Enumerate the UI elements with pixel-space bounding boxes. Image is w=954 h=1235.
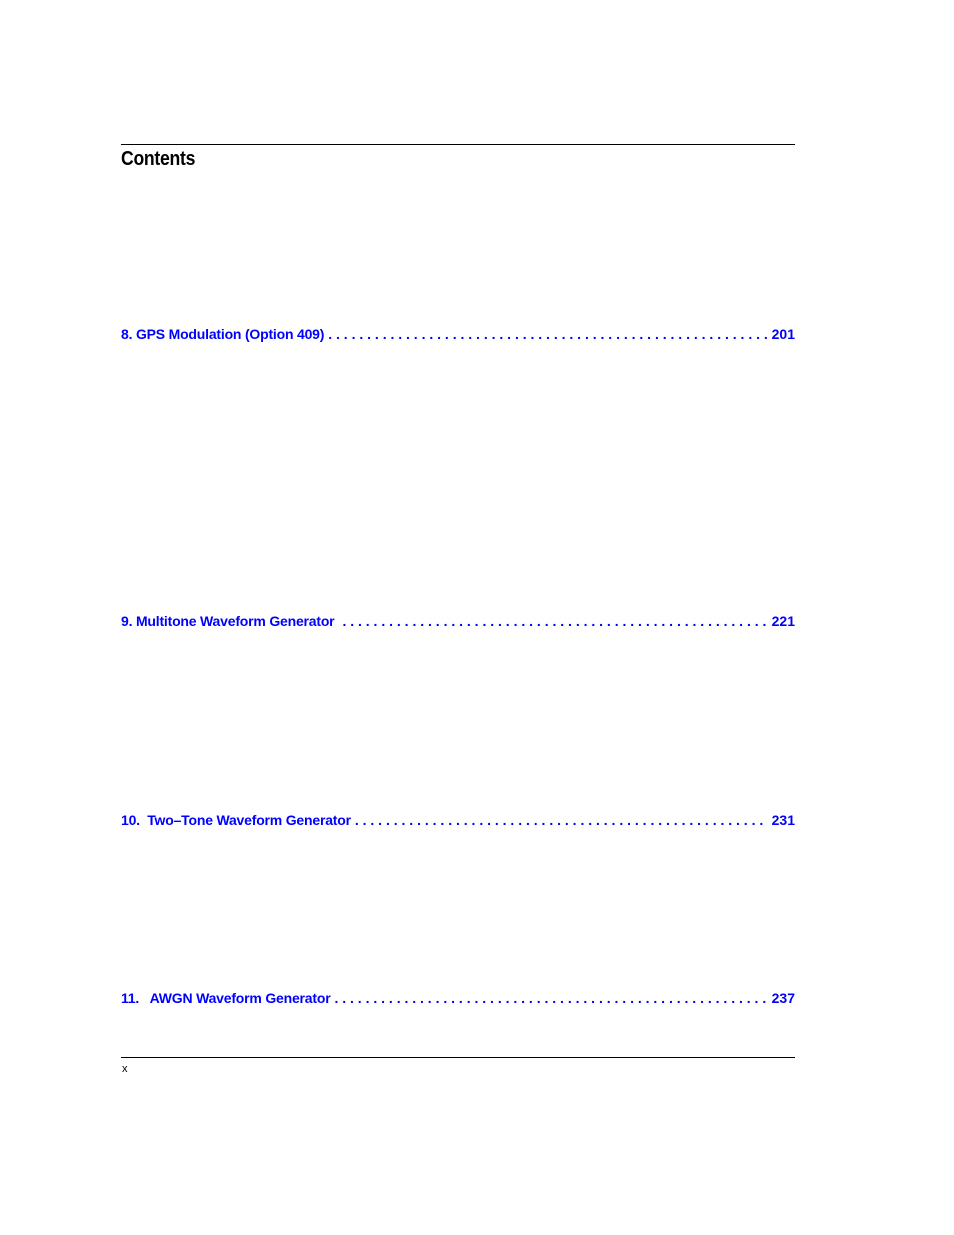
- toc-dot-leader: [334, 988, 767, 1008]
- footer-page-number: x: [122, 1063, 128, 1075]
- toc-dot-leader: [355, 810, 768, 830]
- header-rule: [121, 144, 795, 145]
- toc-entry-chapter-11[interactable]: [121, 988, 795, 1008]
- toc-dot-leader: [328, 324, 767, 344]
- toc-entry-label: 11. AWGN Waveform Generator: [121, 990, 331, 1006]
- toc-entry-chapter-10[interactable]: [121, 810, 795, 830]
- toc-entry-label: 10. Two–Tone Waveform Generator: [121, 812, 351, 828]
- footer-rule: [121, 1057, 795, 1058]
- page-title: Contents: [121, 148, 196, 170]
- toc-entry-page-number: 231: [771, 812, 795, 828]
- toc-entry-label: 9. Multitone Waveform Generator: [121, 613, 335, 629]
- toc-entry-chapter-8[interactable]: [121, 324, 795, 344]
- toc-entry-chapter-9[interactable]: [121, 611, 795, 631]
- toc-entry-page-number: 201: [771, 326, 795, 342]
- toc-entry-page-number: 237: [771, 990, 795, 1006]
- toc-entry-label: 8. GPS Modulation (Option 409): [121, 326, 325, 342]
- toc-entry-page-number: 221: [771, 613, 795, 629]
- toc-dot-leader: [342, 611, 767, 631]
